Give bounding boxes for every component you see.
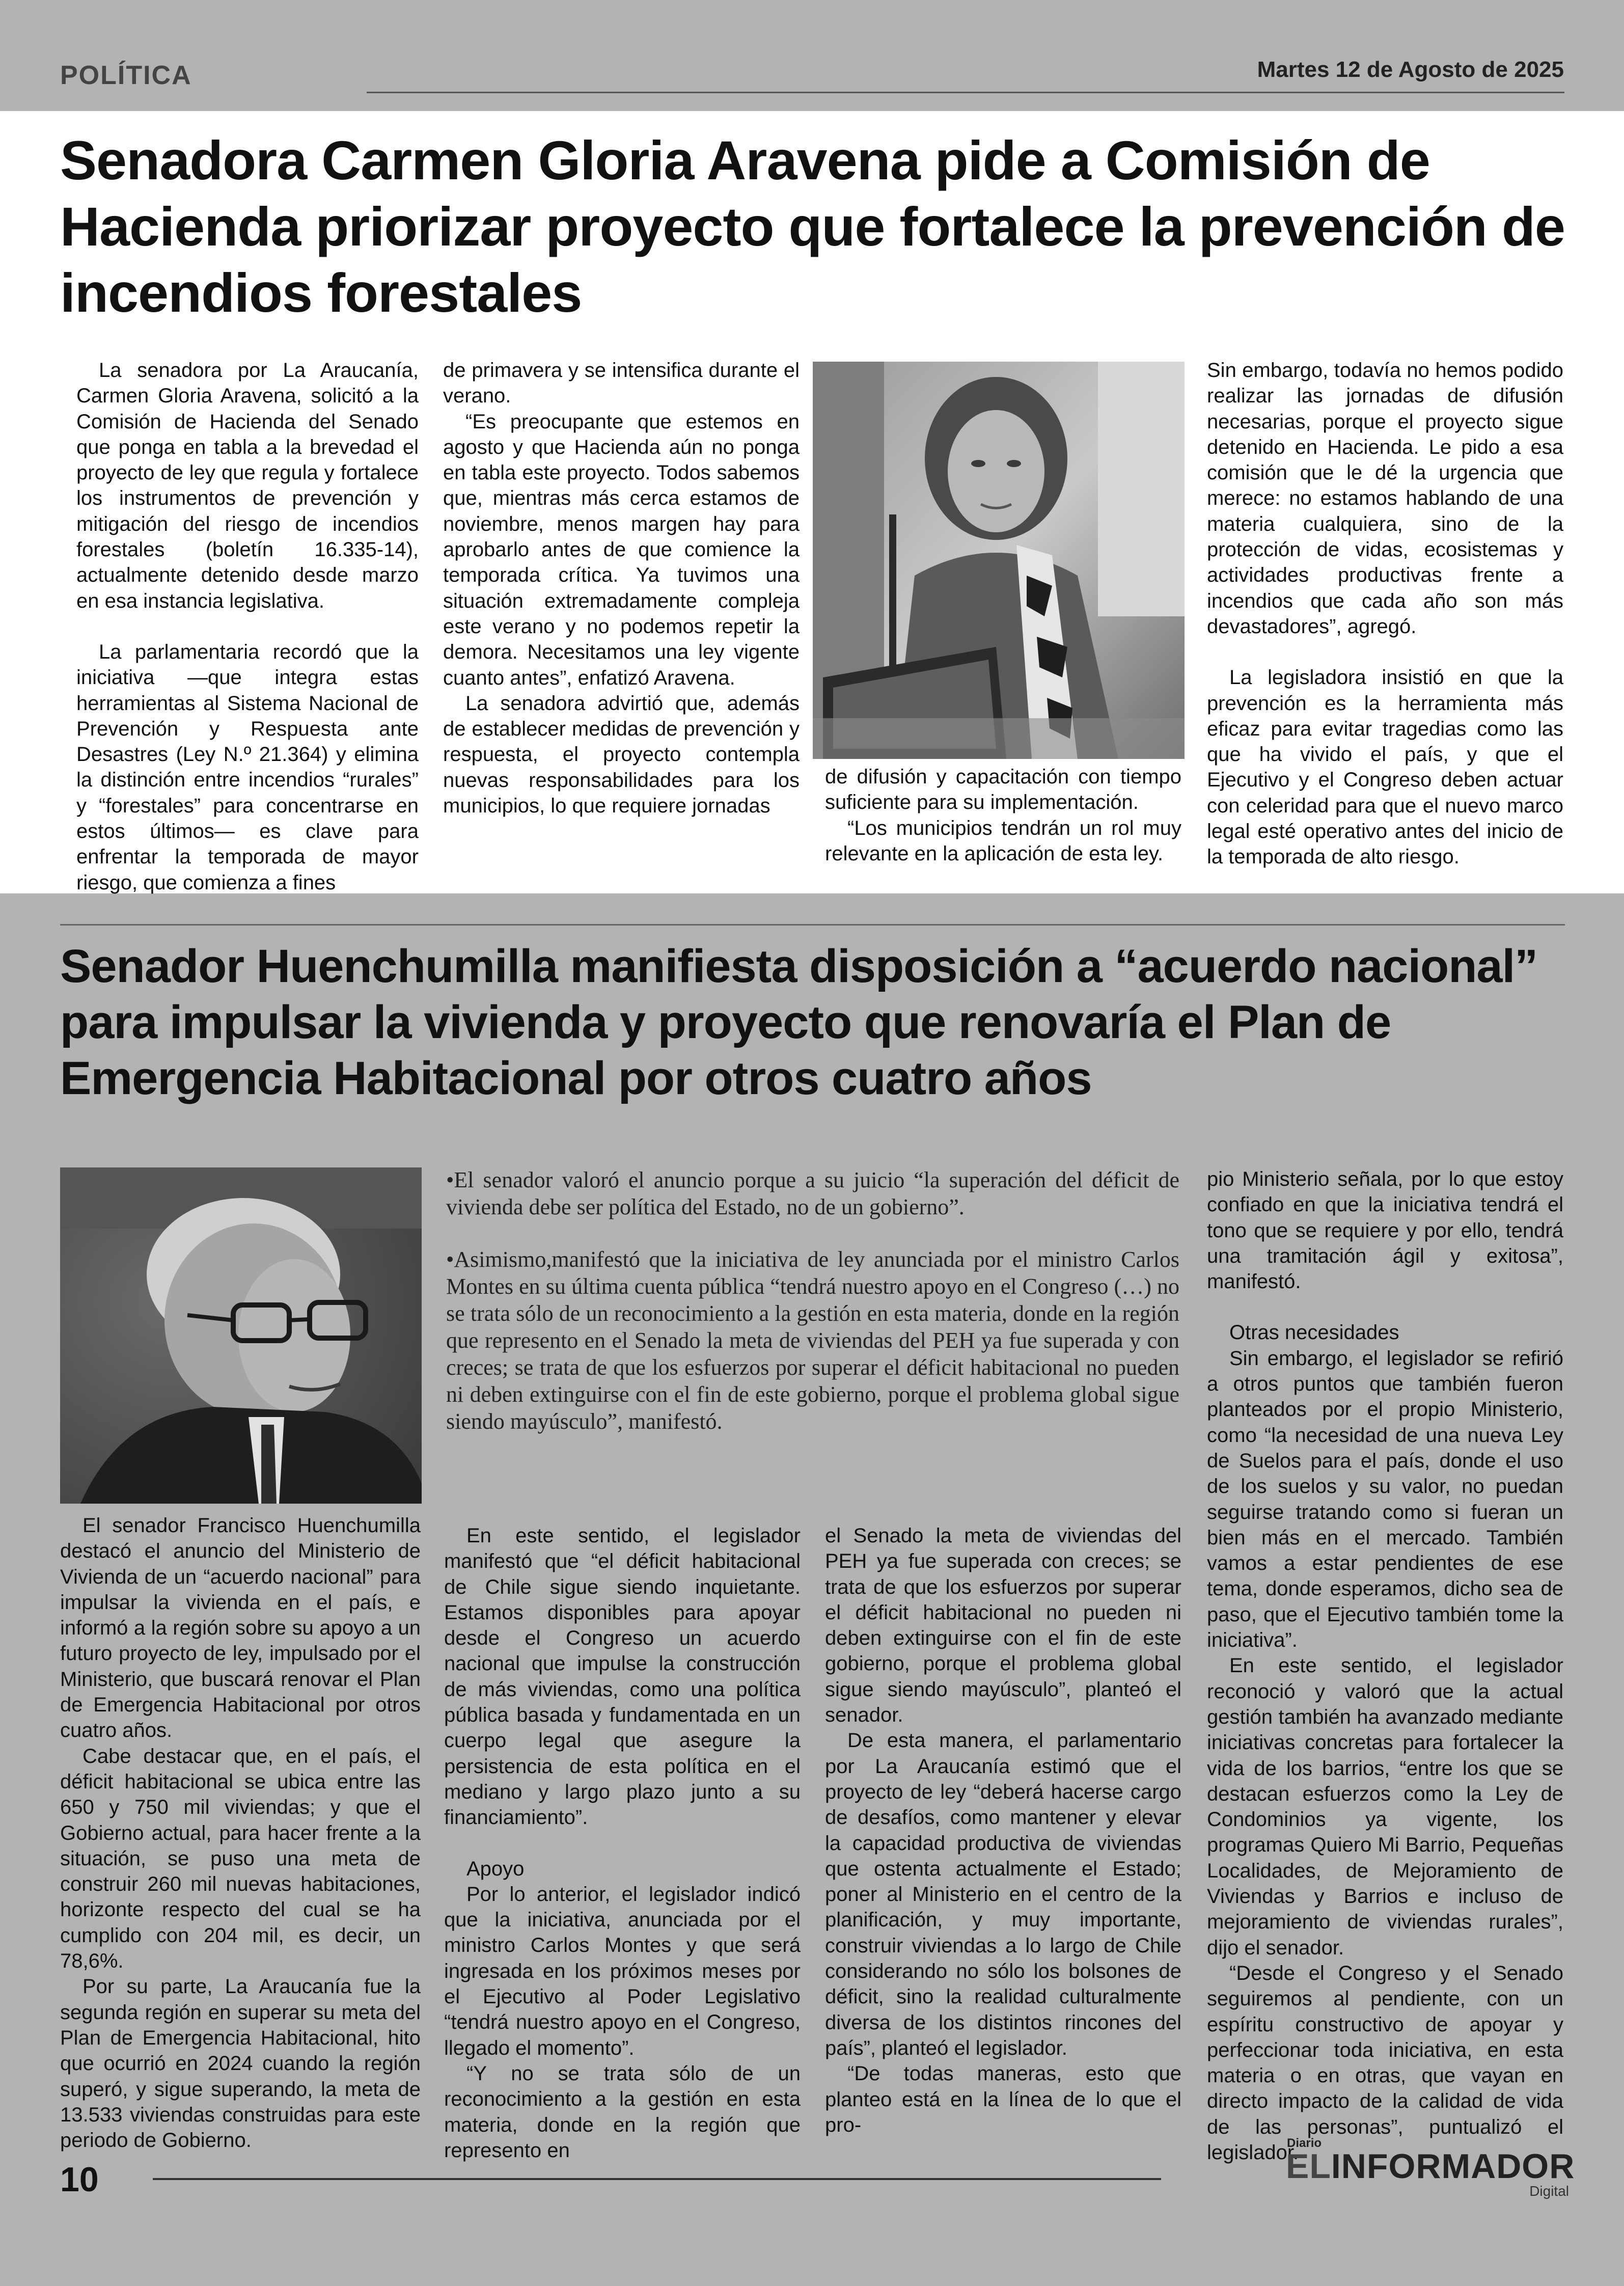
paragraph: El senador Francisco Huenchumilla destacó el anuncio del Ministerio de Vivienda de un “acuerdo nacional” para impulsar la vivienda en el país, e informó a la región sobre su apoyo a un futuro proyecto de ley, impulsado por el Ministerio, que buscará renovar el Plan de Emergencia Habitacional por otros cuatro años. — [60, 1514, 421, 1742]
article-1-column-1 — [76, 358, 419, 895]
section-label: POLÍTICA — [60, 61, 192, 90]
paragraph: pio Ministerio señala, por lo que estoy confiado en que la iniciativa tendrá el tono que se requiere y por ello, tendrá una tramitación ágil y exitosa”, manifestó. — [1207, 1168, 1563, 1293]
senator-aravena-photo — [813, 362, 1185, 759]
article-2-column-1 — [60, 1513, 421, 2153]
article-separator — [60, 924, 1565, 926]
article-2-column-2 — [444, 1523, 801, 2163]
article-2-column-4 — [1207, 1166, 1563, 2165]
paragraph: La parlamentaria recordó que la iniciativa —que integra estas herramientas al Sistema Nacional de Prevención y Respuesta ante Desastres (Ley N.º 21.364) y elimina la distinción entre incendios “rurales” y “forestales” para concentrarse en estos últimos— es clave para enfrentar la temporada de mayor riesgo, que comienza a fines — [76, 640, 419, 894]
logo-digital-text: Digital — [1529, 2183, 1569, 2199]
lead-bullet: •El senador valoró el anuncio porque a su juicio “la superación del déficit de vivienda debe ser política del Estado, no de un gobierno”. — [446, 1167, 1179, 1219]
paragraph: de difusión y capacitación con tiempo suficiente para su implementación. — [825, 766, 1181, 814]
article-2-lead — [446, 1166, 1179, 1435]
lead-bullet: •Asimismo,manifestó que la iniciativa de ley anunciada por el ministro Carlos Montes en su última cuenta pública “tendrá nuestro apoyo en el Congreso (…) no se trata sólo de un reconocimiento a la gestión en esta materia, donde en la región que represento en el Senado la meta de viviendas del PEH ya fue superada y con creces; se trata de que los esfuerzos por superar el déficit habitacional no pueden ni deben extinguirse con el fin de este gobierno, porque el problema global sigue siendo mayúsculo”, manifestó. — [446, 1247, 1179, 1434]
paragraph: De esta manera, el parlamentario por La Araucanía estimó que el proyecto de ley “deberá hacerse cargo de desafíos, como mantener y elevar la capacidad productiva de viviendas que ostenta actualmente el Estado; poner al Ministerio en el centro de la planificación, y muy importante, construir viviendas a lo largo de Chile considerando no sólo los bolsones de déficit, sino la realidad culturalmente diversa de los distintos rincones del país”, planteó el legislador. — [825, 1729, 1181, 2059]
subheading-apoyo: Apoyo — [466, 1857, 525, 1880]
paragraph: Sin embargo, todavía no hemos podido realizar las jornadas de difusión necesarias, porque el proyecto sigue detenido en Hacienda. Le pido a esa comisión que le dé la urgencia que merece: no estamos hablando de una materia cualquiera, sino de la protección de vidas, ecosistemas y actividades productivas frente a incendios que cada año son más devastadores”, agregó. — [1207, 359, 1563, 638]
header-rule — [367, 92, 1564, 93]
paragraph: En este sentido, el legislador manifestó que “el déficit habitacional de Chile sigue siendo inquietante. Estamos disponibles para apoyar desde el Congreso un acuerdo nacional que impulse la construcción de más viviendas, como una política pública basada y fundamentada en un cuerpo legal que asegure la persistencia de esta política en el mediano y largo plazo junto a su financiamiento”. — [444, 1525, 801, 1829]
paragraph: “Los municipios tendrán un rol muy relevante en la aplicación de esta ley. — [825, 817, 1181, 865]
subheading-otras-necesidades: Otras necesidades — [1229, 1321, 1399, 1344]
article-1-column-4 — [1207, 358, 1563, 870]
article-2-column-3 — [825, 1523, 1181, 2138]
paragraph: “Desde el Congreso y el Senado seguiremos al pendiente, con un espíritu constructivo de apoyar y perfeccionar toda iniciativa, en esta materia o en otras, que vayan en directo impacto de la calidad de vida de las personas”, puntualizó el legislador. — [1207, 1962, 1563, 2164]
paragraph: Sin embargo, el legislador se refirió a otros puntos que también fueron planteados por el propio Ministerio, como “la necesidad de una nueva Ley de Suelos para el país, donde el uso de los suelos y su valor, no puedan seguirse tratando como si fueran un bien más en el mercado. También vamos a estar pendientes de ese tema, donde esperamos, dicho sea de paso, que el Ejecutivo también tome la iniciativa”. — [1207, 1347, 1563, 1652]
paragraph: “Y no se trata sólo de un reconocimiento a la gestión en esta materia, donde en la región que represento en — [444, 2062, 801, 2162]
article-1-column-3 — [825, 764, 1181, 866]
footer-rule — [153, 2178, 1161, 2180]
paragraph: “Es preocupante que estemos en agosto y que Hacienda aún no ponga en tabla este proyecto. Todos sabemos que, mientras más cerca estamos de noviembre, menos margen hay para aprobarlo antes de que comience la temporada crítica. Ya tuvimos una situación extremadamente compleja este verano y no podemos repetir la demora. Necesitamos una ley vigente cuanto antes”, enfatizó Aravena. — [443, 410, 800, 689]
paragraph: La senadora advirtió que, además de establecer medidas de prevención y respuesta, el proyecto contempla nuevas responsabilidades para los municipios, lo que requiere jornadas — [443, 692, 800, 818]
paragraph: Por lo anterior, el legislador indicó que la iniciativa, anunciada por el ministro Carlos Montes y que será ingresada en los próximos meses por el Ejecutivo al Poder Legislativo “tendrá nuestro apoyo en el Congreso, llegado el momento”. — [444, 1883, 801, 2059]
article-1-column-2 — [443, 358, 800, 819]
paragraph: La senadora por La Araucanía, Carmen Gloria Aravena, solicitó a la Comisión de Hacienda del Senado que ponga en tabla a la brevedad el proyecto de ley que regula y fortalece los instrumentos de prevención y mitigación del riesgo de incendios forestales (boletín 16.335-14), actualmente detenido desde marzo en esa instancia legislativa. — [76, 359, 419, 612]
article-1-headline: Senadora Carmen Gloria Aravena pide a Comisión de Hacienda priorizar proyecto que fortalece la prevención de incendios forestales — [60, 129, 1565, 323]
paragraph: En este sentido, el legislador reconoció y valoró que la actual gestión también ha avanzado mediante iniciativas concretas para fortalecer la vida de los barrios, “entre los que se destacan esfuerzos como la Ley de Condominios ya vigente, los programas Quiero Mi Barrio, Pequeñas Localidades, de Mejoramiento de Viviendas y Barrios e incluso de mejoramiento de viviendas rurales”, dijo el senador. — [1207, 1654, 1563, 1959]
paragraph: el Senado la meta de viviendas del PEH ya fue superada con creces; se trata de que los esfuerzos por superar el déficit habitacional no pueden ni deben extinguirse con el fin de este gobierno, porque el problema global sigue siendo mayúsculo”, planteó el senador. — [825, 1525, 1181, 1727]
paragraph: La legisladora insistió en que la prevención es la herramienta más eficaz para evitar tragedias como las que ha vivido el país, y que el Ejecutivo y el Congreso deben actuar con celeridad para que el nuevo marco legal esté operativo antes del inicio de la temporada de alto riesgo. — [1207, 666, 1563, 868]
paragraph: Por su parte, La Araucanía fue la segunda región en superar su meta del Plan de Emergencia Habitacional, hito que ocurrió en 2024 cuando la región superó, y sigue superando, la meta de 13.533 viviendas construidas para este periodo de Gobierno. — [60, 1975, 421, 2152]
paragraph: Cabe destacar que, en el país, el déficit habitacional se ubica entre las 650 y 750 mil viviendas; y que el Gobierno actual, para hacer frente a la situación, se puso una meta de construir 260 mil nuevas habitaciones, horizonte respecto del cual se ha cumplido con 204 mil, es decir, un 78,6%. — [60, 1745, 421, 1973]
logo-diario-text: Diario — [1287, 2136, 1322, 2150]
issue-date: Martes 12 de Agosto de 2025 — [1257, 57, 1564, 82]
article-2-headline: Senador Huenchumilla manifiesta disposición a “acuerdo nacional” para impulsar la vivienda y proyecto que renovaría el Plan de Emergencia Habitacional por otros cuatro años — [60, 940, 1538, 1104]
senator-huenchumilla-photo — [60, 1167, 422, 1504]
paragraph: “De todas maneras, esto que planteo está en la línea de lo que el pro- — [825, 2062, 1181, 2136]
logo-wordmark: ELINFORMADOR — [1286, 2147, 1575, 2186]
paragraph: de primavera y se intensifica durante el verano. — [443, 359, 800, 407]
el-informador-logo — [1286, 2136, 1575, 2202]
page-number: 10 — [60, 2160, 99, 2199]
